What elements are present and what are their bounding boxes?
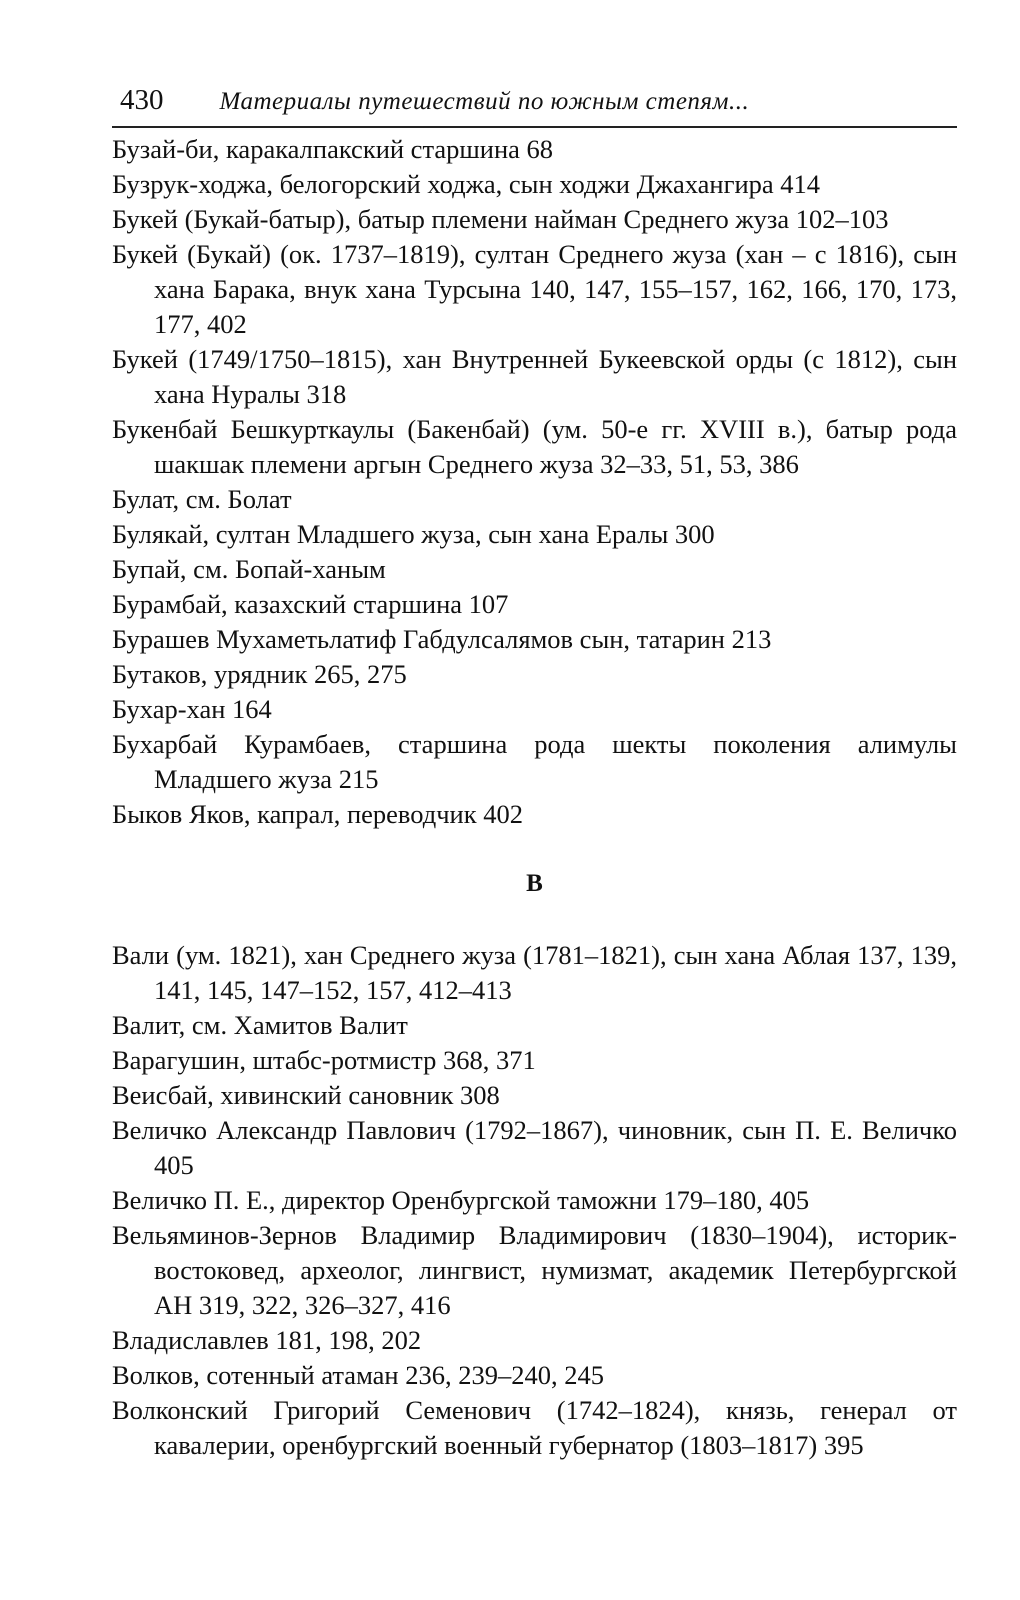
page <box>112 84 957 1463</box>
index-entry: Букей (Букай) (ок. 1737–1819), султан Среднего жуза (хан – с 1816), сын хана Барака, внук хана Турсына 140, 147, 155–157, 162, 166, 170, 173, 177, 402 <box>112 239 957 339</box>
section-letter: В <box>526 870 543 897</box>
index-entry: Булякай, султан Младшего жуза, сын хана Ералы 300 <box>112 519 715 549</box>
page-number: 430 <box>120 84 164 116</box>
index-entry: Веисбай, хивинский сановник 308 <box>112 1080 500 1110</box>
index-entry: Бухар-хан 164 <box>112 694 272 724</box>
index-entry: Бухарбай Курамбаев, старшина рода шекты поколения алимулы Младшего жуза 215 <box>112 729 957 794</box>
index-entry: Волконский Григорий Семенович (1742–1824), князь, генерал от кавалерии, оренбургский военный губернатор (1803–1817) 395 <box>112 1395 957 1460</box>
index-entry: Волков, сотенный атаман 236, 239–240, 245 <box>112 1360 604 1390</box>
index-entry: Бурашев Мухаметьлатиф Габдулсалямов сын, татарин 213 <box>112 624 772 654</box>
index-entry: Валит, см. Хамитов Валит <box>112 1010 408 1040</box>
index-entry: Бупай, см. Бопай-ханым <box>112 554 386 584</box>
index-entry: Величко П. Е., директор Оренбургской таможни 179–180, 405 <box>112 1185 810 1215</box>
index-entries-v <box>112 938 957 1463</box>
index-entry: Вали (ум. 1821), хан Среднего жуза (1781–1821), сын хана Аблая 137, 139, 141, 145, 147–152, 157, 412–413 <box>112 940 957 1005</box>
index-entry: Бутаков, урядник 265, 275 <box>112 659 407 689</box>
index-entry: Бузай-би, каракалпакский старшина 68 <box>112 134 554 164</box>
index-entry: Букей (Букай-батыр), батыр племени найман Среднего жуза 102–103 <box>112 204 889 234</box>
index-entry: Букенбай Бешкурткаулы (Бакенбай) (ум. 50-е гг. XVIII в.), батыр рода шакшак племени аргын Среднего жуза 32–33, 51, 53, 386 <box>112 414 957 479</box>
running-head <box>112 84 957 128</box>
index-entry: Величко Александр Павлович (1792–1867), чиновник, сын П. Е. Величко 405 <box>112 1115 957 1180</box>
index-entry: Бурамбай, казахский старшина 107 <box>112 589 509 619</box>
running-title: Материалы путешествий по южным степям... <box>219 88 750 115</box>
index-entry: Бузрук-ходжа, белогорский ходжа, сын ходжи Джахангира 414 <box>112 169 821 199</box>
index-entry: Букей (1749/1750–1815), хан Внутренней Букеевской орды (с 1812), сын хана Нуралы 318 <box>112 344 957 409</box>
index-entries-b <box>112 132 957 832</box>
index-entry: Булат, см. Болат <box>112 484 292 514</box>
index-entry: Владиславлев 181, 198, 202 <box>112 1325 422 1355</box>
index-entry: Вельяминов-Зернов Владимир Владимирович (1830–1904), историк-востоковед, археолог, лингвист, нумизмат, академик Петербургской АН 319, 322, 326–327, 416 <box>112 1220 957 1320</box>
index-entry: Быков Яков, капрал, переводчик 402 <box>112 799 523 829</box>
index-entry: Варагушин, штабс-ротмистр 368, 371 <box>112 1045 536 1075</box>
